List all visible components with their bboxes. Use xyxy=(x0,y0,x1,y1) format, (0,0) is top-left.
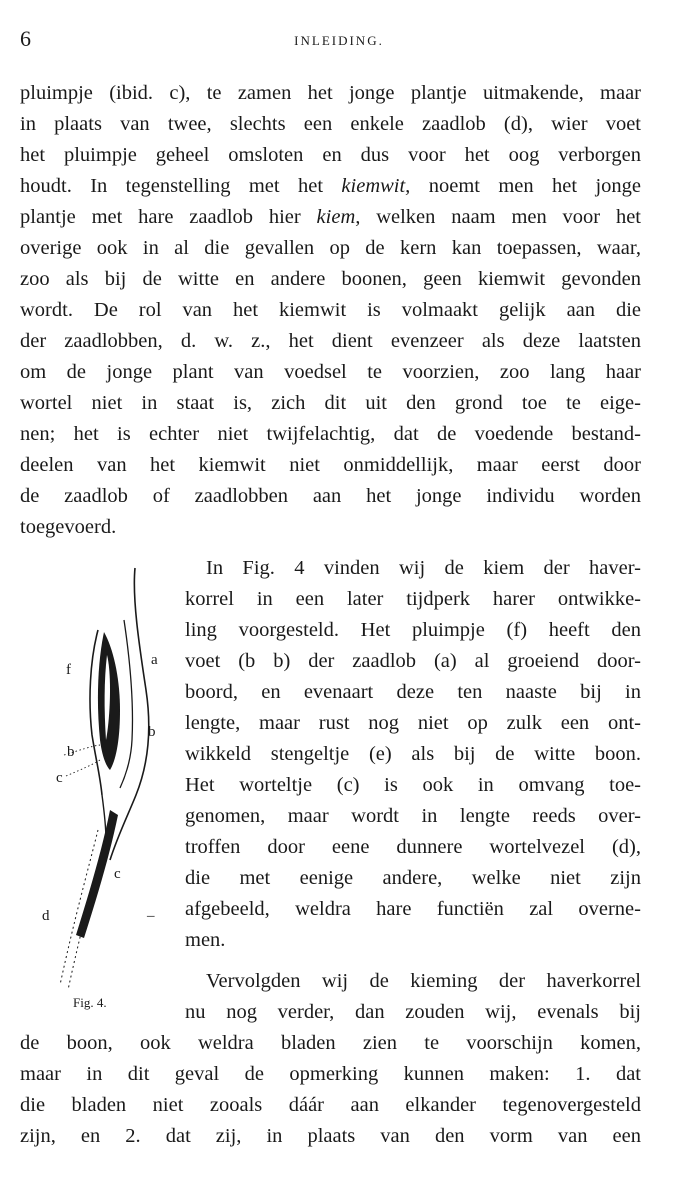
text-line: voet (b b) der zaadlob (a) al groeiend door- xyxy=(185,650,641,672)
text-line: wordt. De rol van het kiemwit is volmaakt gelijk aan die xyxy=(20,299,641,321)
text-line: afgebeeld, weldra hare functiën zal overne- xyxy=(185,898,641,920)
label-c-right: c xyxy=(114,866,121,882)
text-line: men. xyxy=(185,929,226,951)
text-line: wortel niet in staat is, zich dit uit den grond toe te eige- xyxy=(20,392,641,414)
label-d: d xyxy=(42,908,50,924)
text-line: zoo als bij de witte en andere boonen, geen kiemwit gevonden xyxy=(20,268,641,290)
text-segment: plantje met hare zaadlob hier xyxy=(20,206,301,228)
text-segment: noemt men het jonge xyxy=(428,175,641,197)
page-number: 6 xyxy=(20,26,31,51)
text-line: der zaadlobben, d. w. z., het dient evenzeer als deze laatsten xyxy=(20,330,641,352)
text-line: korrel in een later tijdperk harer ontwikke- xyxy=(185,588,641,610)
text-line: deelen van het kiemwit niet onmiddellijk, maar eerst door xyxy=(20,454,641,476)
text-line: maar in dit geval de opmerking kunnen maken: 1. dat xyxy=(20,1063,641,1085)
text-line: wikkeld stengeltje (e) als bij de witte boon. xyxy=(185,743,641,765)
text-line: genomen, maar wordt in lengte reeds over- xyxy=(185,805,641,827)
text-segment: welken naam men voor het xyxy=(376,206,641,228)
running-title: INLEIDING. xyxy=(294,33,384,48)
text-line: In Fig. 4 vinden wij de kiem der haver- xyxy=(206,557,641,579)
italic-term-kiem: kiem, xyxy=(316,206,361,228)
figure-caption: Fig. 4. xyxy=(73,995,107,1010)
text-line: nen; het is echter niet twijfelachtig, dat de voedende bestand- xyxy=(20,423,641,445)
text-segment: houdt. In tegenstelling met het xyxy=(20,175,324,197)
label-c-left: c xyxy=(56,770,63,786)
text-line: in plaats van twee, slechts een enkele zaadlob (d), wier voet xyxy=(20,113,641,135)
label-dash: – xyxy=(147,908,155,924)
text-line-with-italic xyxy=(20,171,641,201)
text-line: Het worteltje (c) is ook in omvang toe- xyxy=(185,774,641,796)
text-line-with-italic xyxy=(20,202,641,232)
text-line: de boon, ook weldra bladen zien te voorschijn komen, xyxy=(20,1032,641,1054)
label-b-right: b xyxy=(148,724,156,740)
label-a: a xyxy=(151,652,158,668)
text-line: die bladen niet zooals dáár aan elkander tegenovergesteld xyxy=(20,1094,641,1116)
text-line: troffen door eene dunnere wortelvezel (d), xyxy=(185,836,641,858)
text-line: zijn, en 2. dat zij, in plaats van den vorm van een xyxy=(20,1125,641,1147)
italic-term-kiemwit: kiemwit, xyxy=(341,175,411,197)
text-line: overige ook in al die gevallen op de kern kan toepassen, waar, xyxy=(20,237,641,259)
label-b-left: b xyxy=(67,744,75,760)
text-line: nu nog verder, dan zouden wij, evenals bij xyxy=(185,1001,641,1023)
text-line: Vervolgden wij de kieming der haverkorrel xyxy=(206,970,641,992)
figure-4-illustration xyxy=(40,560,170,1000)
text-line: lengte, maar rust nog niet op zulk een ont- xyxy=(185,712,641,734)
text-line: die met eenige andere, welke niet zijn xyxy=(185,867,641,889)
text-line: boord, en evenaart deze ten naaste bij in xyxy=(185,681,641,703)
text-line: ling voorgesteld. Het pluimpje (f) heeft den xyxy=(185,619,641,641)
text-line: toegevoerd. xyxy=(20,516,117,538)
text-line: pluimpje (ibid. c), te zamen het jonge plantje uitmakende, maar xyxy=(20,82,641,104)
text-line: om de jonge plant van voedsel te voorzien, zoo lang haar xyxy=(20,361,641,383)
label-f: f xyxy=(66,662,71,678)
text-line: het pluimpje geheel omsloten en dus voor het oog verborgen xyxy=(20,144,641,166)
text-line: de zaadlob of zaadlobben aan het jonge individu worden xyxy=(20,485,641,507)
